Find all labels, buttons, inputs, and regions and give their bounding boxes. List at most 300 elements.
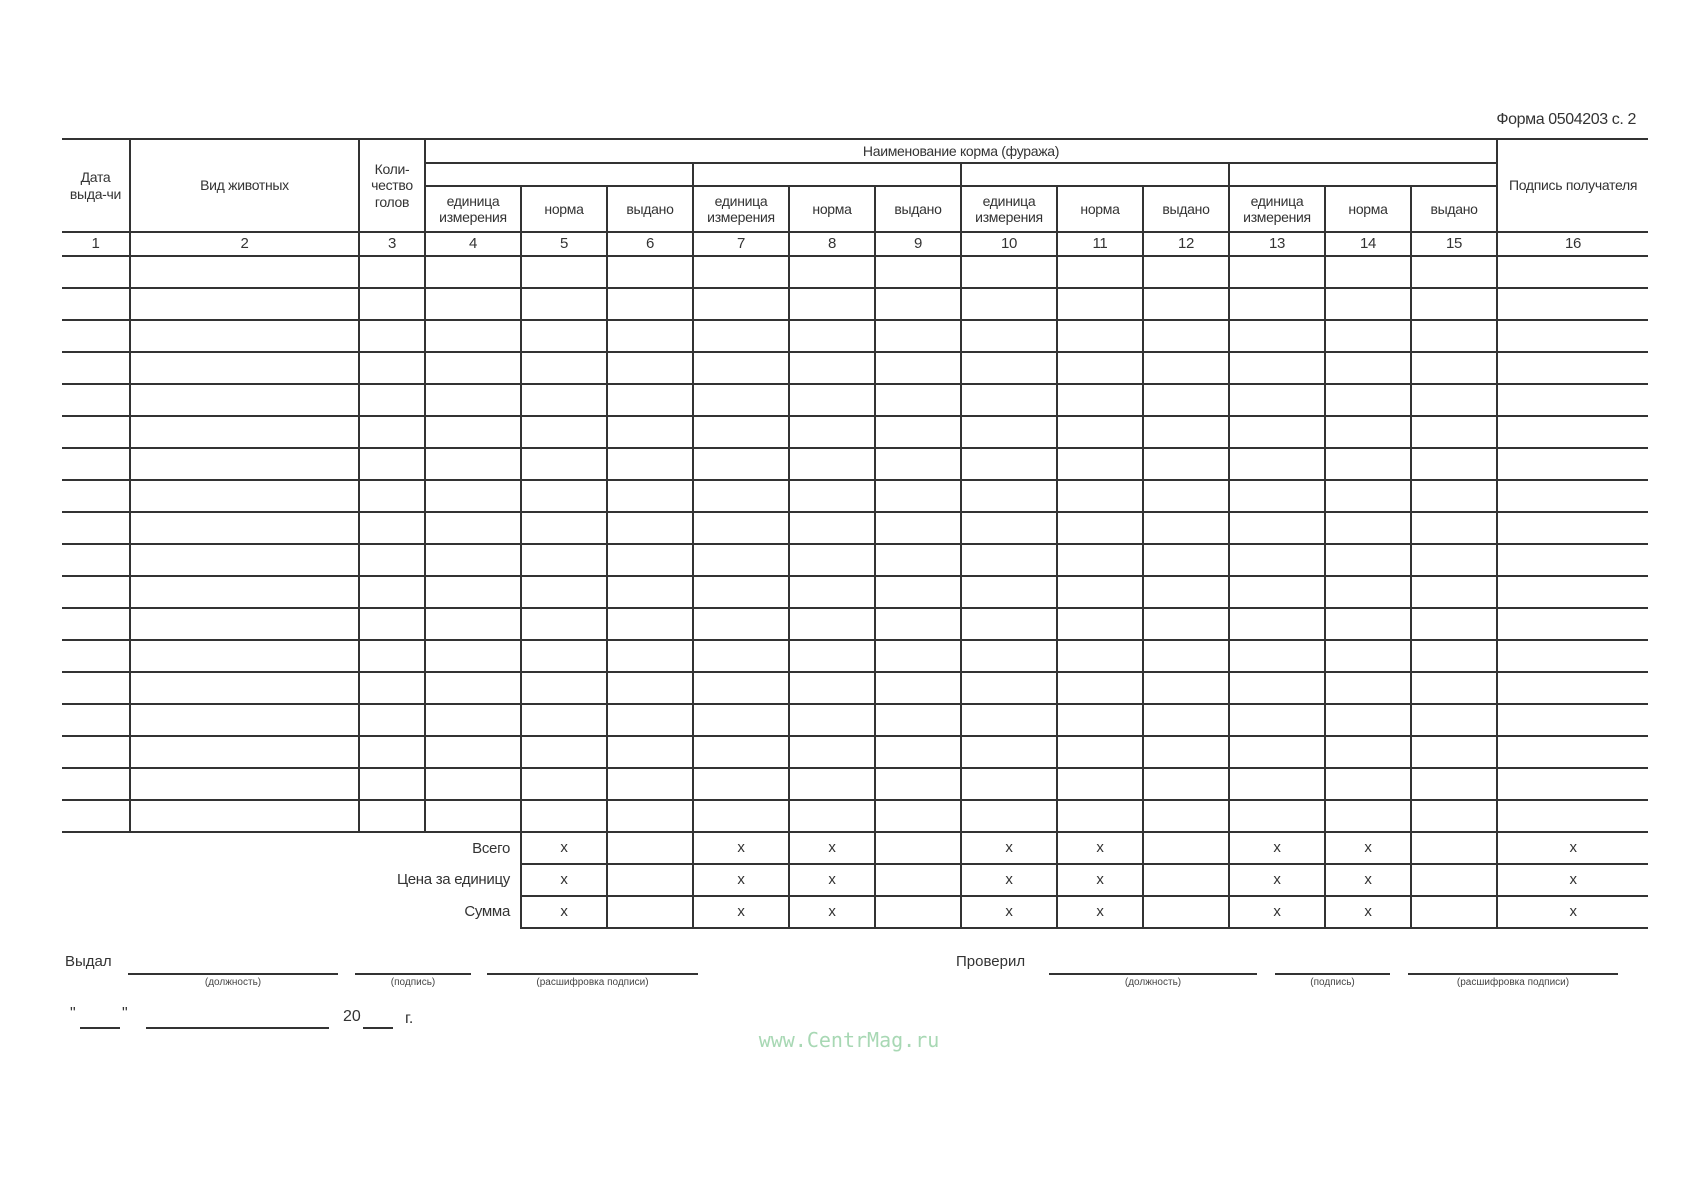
table-cell[interactable] [1143, 256, 1229, 288]
table-cell[interactable] [875, 608, 961, 640]
table-cell[interactable] [1143, 672, 1229, 704]
table-cell[interactable] [1229, 256, 1325, 288]
table-cell[interactable] [1325, 448, 1411, 480]
table-cell[interactable] [875, 640, 961, 672]
table-cell[interactable] [607, 576, 693, 608]
table-cell[interactable] [1057, 704, 1143, 736]
table-cell[interactable] [1229, 416, 1325, 448]
totals-cell[interactable] [1411, 832, 1497, 864]
table-cell[interactable] [359, 672, 425, 704]
table-cell[interactable] [1143, 704, 1229, 736]
table-cell[interactable] [521, 320, 607, 352]
totals-cell[interactable] [1143, 832, 1229, 864]
table-cell[interactable] [62, 800, 130, 832]
table-cell[interactable] [1497, 416, 1648, 448]
table-cell[interactable] [789, 576, 875, 608]
table-cell[interactable] [521, 352, 607, 384]
table-cell[interactable] [1229, 736, 1325, 768]
table-cell[interactable] [693, 448, 789, 480]
table-cell[interactable] [875, 480, 961, 512]
table-cell[interactable] [1057, 320, 1143, 352]
table-cell[interactable] [875, 288, 961, 320]
table-cell[interactable] [1411, 672, 1497, 704]
table-cell[interactable] [521, 576, 607, 608]
table-cell[interactable] [359, 512, 425, 544]
table-cell[interactable] [607, 736, 693, 768]
table-cell[interactable] [1057, 608, 1143, 640]
table-cell[interactable] [961, 800, 1057, 832]
table-cell[interactable] [425, 800, 521, 832]
table-cell[interactable] [1411, 576, 1497, 608]
table-cell[interactable] [607, 704, 693, 736]
table-cell[interactable] [1497, 736, 1648, 768]
table-cell[interactable] [1497, 608, 1648, 640]
table-cell[interactable] [1497, 672, 1648, 704]
table-cell[interactable] [130, 768, 359, 800]
table-cell[interactable] [875, 800, 961, 832]
table-cell[interactable] [875, 736, 961, 768]
table-cell[interactable] [789, 768, 875, 800]
table-cell[interactable] [425, 544, 521, 576]
table-cell[interactable] [1411, 288, 1497, 320]
table-cell[interactable] [521, 800, 607, 832]
table-cell[interactable] [62, 640, 130, 672]
table-cell[interactable] [521, 384, 607, 416]
table-cell[interactable] [1057, 288, 1143, 320]
table-cell[interactable] [875, 352, 961, 384]
table-cell[interactable] [607, 480, 693, 512]
table-cell[interactable] [521, 544, 607, 576]
table-cell[interactable] [875, 256, 961, 288]
table-cell[interactable] [961, 320, 1057, 352]
table-cell[interactable] [62, 320, 130, 352]
table-cell[interactable] [1411, 704, 1497, 736]
table-cell[interactable] [1497, 768, 1648, 800]
table-cell[interactable] [1411, 736, 1497, 768]
table-cell[interactable] [1143, 544, 1229, 576]
table-cell[interactable] [1143, 384, 1229, 416]
feed-name-cell-2[interactable] [693, 163, 961, 186]
table-cell[interactable] [62, 768, 130, 800]
table-cell[interactable] [1325, 416, 1411, 448]
table-cell[interactable] [1143, 768, 1229, 800]
table-cell[interactable] [875, 576, 961, 608]
table-cell[interactable] [1411, 512, 1497, 544]
table-cell[interactable] [1325, 576, 1411, 608]
table-cell[interactable] [1143, 800, 1229, 832]
table-cell[interactable] [521, 256, 607, 288]
table-cell[interactable] [1325, 512, 1411, 544]
issued-by-signature-line[interactable] [355, 973, 471, 975]
table-cell[interactable] [425, 576, 521, 608]
table-cell[interactable] [1411, 640, 1497, 672]
table-cell[interactable] [1325, 736, 1411, 768]
table-cell[interactable] [693, 480, 789, 512]
table-cell[interactable] [62, 416, 130, 448]
table-cell[interactable] [130, 576, 359, 608]
table-cell[interactable] [359, 288, 425, 320]
table-cell[interactable] [1229, 352, 1325, 384]
table-cell[interactable] [1497, 544, 1648, 576]
table-cell[interactable] [1229, 384, 1325, 416]
table-cell[interactable] [961, 416, 1057, 448]
table-cell[interactable] [521, 640, 607, 672]
table-cell[interactable] [961, 256, 1057, 288]
table-cell[interactable] [1229, 288, 1325, 320]
totals-cell[interactable] [875, 832, 961, 864]
table-cell[interactable] [1143, 448, 1229, 480]
table-cell[interactable] [130, 512, 359, 544]
issued-by-decode-line[interactable] [487, 973, 698, 975]
table-cell[interactable] [961, 448, 1057, 480]
table-cell[interactable] [789, 704, 875, 736]
table-cell[interactable] [1057, 416, 1143, 448]
table-cell[interactable] [1325, 768, 1411, 800]
table-cell[interactable] [359, 608, 425, 640]
table-cell[interactable] [607, 768, 693, 800]
table-cell[interactable] [693, 672, 789, 704]
table-cell[interactable] [1325, 352, 1411, 384]
table-cell[interactable] [359, 704, 425, 736]
table-cell[interactable] [1143, 320, 1229, 352]
table-cell[interactable] [607, 512, 693, 544]
table-cell[interactable] [607, 800, 693, 832]
table-cell[interactable] [359, 384, 425, 416]
table-cell[interactable] [359, 800, 425, 832]
table-cell[interactable] [1229, 320, 1325, 352]
table-cell[interactable] [1229, 640, 1325, 672]
table-cell[interactable] [789, 608, 875, 640]
table-cell[interactable] [693, 640, 789, 672]
table-cell[interactable] [693, 352, 789, 384]
table-cell[interactable] [789, 288, 875, 320]
table-cell[interactable] [1229, 768, 1325, 800]
table-cell[interactable] [1143, 640, 1229, 672]
totals-cell[interactable] [607, 832, 693, 864]
table-cell[interactable] [425, 640, 521, 672]
table-cell[interactable] [961, 576, 1057, 608]
table-cell[interactable] [425, 448, 521, 480]
table-cell[interactable] [425, 512, 521, 544]
table-cell[interactable] [875, 544, 961, 576]
table-cell[interactable] [961, 608, 1057, 640]
table-cell[interactable] [130, 608, 359, 640]
table-cell[interactable] [607, 448, 693, 480]
totals-cell[interactable] [875, 864, 961, 896]
table-cell[interactable] [521, 480, 607, 512]
table-cell[interactable] [1411, 384, 1497, 416]
table-cell[interactable] [1057, 256, 1143, 288]
table-cell[interactable] [1057, 672, 1143, 704]
table-cell[interactable] [521, 768, 607, 800]
checked-by-decode-line[interactable] [1408, 973, 1618, 975]
table-cell[interactable] [789, 512, 875, 544]
checked-by-signature-line[interactable] [1275, 973, 1390, 975]
table-cell[interactable] [607, 544, 693, 576]
table-cell[interactable] [1325, 704, 1411, 736]
table-cell[interactable] [62, 384, 130, 416]
table-cell[interactable] [693, 288, 789, 320]
table-cell[interactable] [875, 512, 961, 544]
table-cell[interactable] [961, 544, 1057, 576]
table-cell[interactable] [1229, 608, 1325, 640]
table-cell[interactable] [693, 544, 789, 576]
table-cell[interactable] [693, 704, 789, 736]
table-cell[interactable] [1497, 448, 1648, 480]
table-cell[interactable] [425, 672, 521, 704]
table-cell[interactable] [961, 736, 1057, 768]
table-cell[interactable] [359, 352, 425, 384]
table-cell[interactable] [130, 256, 359, 288]
table-cell[interactable] [1497, 800, 1648, 832]
table-cell[interactable] [1325, 544, 1411, 576]
table-cell[interactable] [1411, 416, 1497, 448]
table-cell[interactable] [521, 512, 607, 544]
table-cell[interactable] [875, 448, 961, 480]
table-cell[interactable] [1325, 384, 1411, 416]
table-cell[interactable] [1325, 480, 1411, 512]
table-cell[interactable] [62, 576, 130, 608]
table-cell[interactable] [130, 448, 359, 480]
table-cell[interactable] [130, 704, 359, 736]
table-cell[interactable] [1411, 352, 1497, 384]
table-cell[interactable] [875, 672, 961, 704]
table-cell[interactable] [1229, 800, 1325, 832]
table-cell[interactable] [607, 416, 693, 448]
table-cell[interactable] [789, 352, 875, 384]
table-cell[interactable] [62, 736, 130, 768]
table-cell[interactable] [359, 768, 425, 800]
table-cell[interactable] [1143, 736, 1229, 768]
table-cell[interactable] [425, 768, 521, 800]
table-cell[interactable] [607, 352, 693, 384]
feed-name-cell-3[interactable] [961, 163, 1229, 186]
table-cell[interactable] [693, 512, 789, 544]
table-cell[interactable] [789, 256, 875, 288]
table-cell[interactable] [425, 704, 521, 736]
table-cell[interactable] [607, 256, 693, 288]
table-cell[interactable] [62, 256, 130, 288]
totals-cell[interactable] [1411, 896, 1497, 928]
table-cell[interactable] [875, 416, 961, 448]
table-cell[interactable] [1497, 512, 1648, 544]
table-cell[interactable] [607, 608, 693, 640]
table-cell[interactable] [693, 576, 789, 608]
table-cell[interactable] [359, 320, 425, 352]
table-cell[interactable] [359, 480, 425, 512]
table-cell[interactable] [789, 448, 875, 480]
table-cell[interactable] [789, 320, 875, 352]
feed-name-cell-4[interactable] [1229, 163, 1497, 186]
table-cell[interactable] [693, 800, 789, 832]
table-cell[interactable] [130, 416, 359, 448]
table-cell[interactable] [961, 768, 1057, 800]
table-cell[interactable] [607, 384, 693, 416]
table-cell[interactable] [693, 768, 789, 800]
table-cell[interactable] [1143, 576, 1229, 608]
table-cell[interactable] [693, 320, 789, 352]
table-cell[interactable] [1325, 640, 1411, 672]
table-cell[interactable] [425, 288, 521, 320]
table-cell[interactable] [607, 288, 693, 320]
table-cell[interactable] [62, 704, 130, 736]
table-cell[interactable] [1497, 640, 1648, 672]
table-cell[interactable] [1057, 800, 1143, 832]
table-cell[interactable] [1325, 256, 1411, 288]
table-cell[interactable] [1325, 672, 1411, 704]
table-cell[interactable] [789, 544, 875, 576]
table-cell[interactable] [1057, 352, 1143, 384]
table-cell[interactable] [961, 640, 1057, 672]
table-cell[interactable] [1143, 608, 1229, 640]
table-cell[interactable] [1497, 320, 1648, 352]
table-cell[interactable] [789, 480, 875, 512]
table-cell[interactable] [1325, 800, 1411, 832]
table-cell[interactable] [1143, 352, 1229, 384]
table-cell[interactable] [1143, 416, 1229, 448]
totals-cell[interactable] [1411, 864, 1497, 896]
table-cell[interactable] [789, 384, 875, 416]
table-cell[interactable] [961, 672, 1057, 704]
table-cell[interactable] [1497, 704, 1648, 736]
table-cell[interactable] [1411, 320, 1497, 352]
table-cell[interactable] [62, 352, 130, 384]
table-cell[interactable] [1057, 576, 1143, 608]
table-cell[interactable] [1497, 352, 1648, 384]
table-cell[interactable] [961, 288, 1057, 320]
table-cell[interactable] [130, 288, 359, 320]
table-cell[interactable] [1057, 544, 1143, 576]
table-cell[interactable] [1229, 672, 1325, 704]
table-cell[interactable] [130, 800, 359, 832]
table-cell[interactable] [62, 288, 130, 320]
table-cell[interactable] [693, 256, 789, 288]
table-cell[interactable] [425, 352, 521, 384]
table-cell[interactable] [521, 736, 607, 768]
table-cell[interactable] [425, 480, 521, 512]
table-cell[interactable] [875, 704, 961, 736]
table-cell[interactable] [1057, 384, 1143, 416]
table-cell[interactable] [1143, 480, 1229, 512]
table-cell[interactable] [130, 672, 359, 704]
table-cell[interactable] [130, 736, 359, 768]
table-cell[interactable] [62, 608, 130, 640]
table-cell[interactable] [789, 800, 875, 832]
table-cell[interactable] [521, 608, 607, 640]
table-cell[interactable] [693, 384, 789, 416]
table-cell[interactable] [1411, 448, 1497, 480]
table-cell[interactable] [789, 672, 875, 704]
table-cell[interactable] [62, 512, 130, 544]
table-cell[interactable] [130, 480, 359, 512]
table-cell[interactable] [425, 608, 521, 640]
table-cell[interactable] [1325, 288, 1411, 320]
table-cell[interactable] [693, 608, 789, 640]
table-cell[interactable] [1057, 768, 1143, 800]
table-cell[interactable] [359, 736, 425, 768]
table-cell[interactable] [1411, 544, 1497, 576]
table-cell[interactable] [961, 704, 1057, 736]
feed-name-cell-1[interactable] [425, 163, 693, 186]
table-cell[interactable] [425, 320, 521, 352]
table-cell[interactable] [1229, 704, 1325, 736]
table-cell[interactable] [607, 640, 693, 672]
totals-cell[interactable] [875, 896, 961, 928]
table-cell[interactable] [359, 576, 425, 608]
table-cell[interactable] [607, 672, 693, 704]
table-cell[interactable] [62, 448, 130, 480]
table-cell[interactable] [1497, 384, 1648, 416]
table-cell[interactable] [789, 736, 875, 768]
table-cell[interactable] [1411, 768, 1497, 800]
table-cell[interactable] [1497, 576, 1648, 608]
table-cell[interactable] [789, 640, 875, 672]
table-cell[interactable] [1411, 256, 1497, 288]
table-cell[interactable] [875, 768, 961, 800]
table-cell[interactable] [875, 320, 961, 352]
table-cell[interactable] [1057, 480, 1143, 512]
table-cell[interactable] [1411, 800, 1497, 832]
totals-cell[interactable] [607, 864, 693, 896]
table-cell[interactable] [359, 640, 425, 672]
table-cell[interactable] [1057, 448, 1143, 480]
table-cell[interactable] [130, 320, 359, 352]
table-cell[interactable] [1497, 256, 1648, 288]
totals-cell[interactable] [1143, 896, 1229, 928]
table-cell[interactable] [359, 544, 425, 576]
table-cell[interactable] [1229, 576, 1325, 608]
checked-by-position-line[interactable] [1049, 973, 1257, 975]
table-cell[interactable] [359, 256, 425, 288]
table-cell[interactable] [425, 736, 521, 768]
table-cell[interactable] [1057, 640, 1143, 672]
table-cell[interactable] [425, 384, 521, 416]
table-cell[interactable] [1229, 544, 1325, 576]
table-cell[interactable] [961, 512, 1057, 544]
table-cell[interactable] [130, 352, 359, 384]
table-cell[interactable] [1325, 608, 1411, 640]
table-cell[interactable] [521, 672, 607, 704]
table-cell[interactable] [1229, 512, 1325, 544]
table-cell[interactable] [359, 448, 425, 480]
table-cell[interactable] [130, 640, 359, 672]
table-cell[interactable] [1411, 608, 1497, 640]
table-cell[interactable] [1497, 480, 1648, 512]
table-cell[interactable] [62, 672, 130, 704]
table-cell[interactable] [359, 416, 425, 448]
table-cell[interactable] [1411, 480, 1497, 512]
table-cell[interactable] [1057, 512, 1143, 544]
table-cell[interactable] [521, 416, 607, 448]
table-cell[interactable] [789, 416, 875, 448]
table-cell[interactable] [1497, 288, 1648, 320]
table-cell[interactable] [693, 736, 789, 768]
table-cell[interactable] [521, 288, 607, 320]
table-cell[interactable] [521, 448, 607, 480]
table-cell[interactable] [130, 544, 359, 576]
table-cell[interactable] [1325, 320, 1411, 352]
totals-cell[interactable] [1143, 864, 1229, 896]
table-cell[interactable] [875, 384, 961, 416]
table-cell[interactable] [693, 416, 789, 448]
totals-cell[interactable] [607, 896, 693, 928]
table-cell[interactable] [521, 704, 607, 736]
table-cell[interactable] [425, 256, 521, 288]
table-cell[interactable] [961, 384, 1057, 416]
table-cell[interactable] [1057, 736, 1143, 768]
table-cell[interactable] [1229, 448, 1325, 480]
table-cell[interactable] [961, 480, 1057, 512]
